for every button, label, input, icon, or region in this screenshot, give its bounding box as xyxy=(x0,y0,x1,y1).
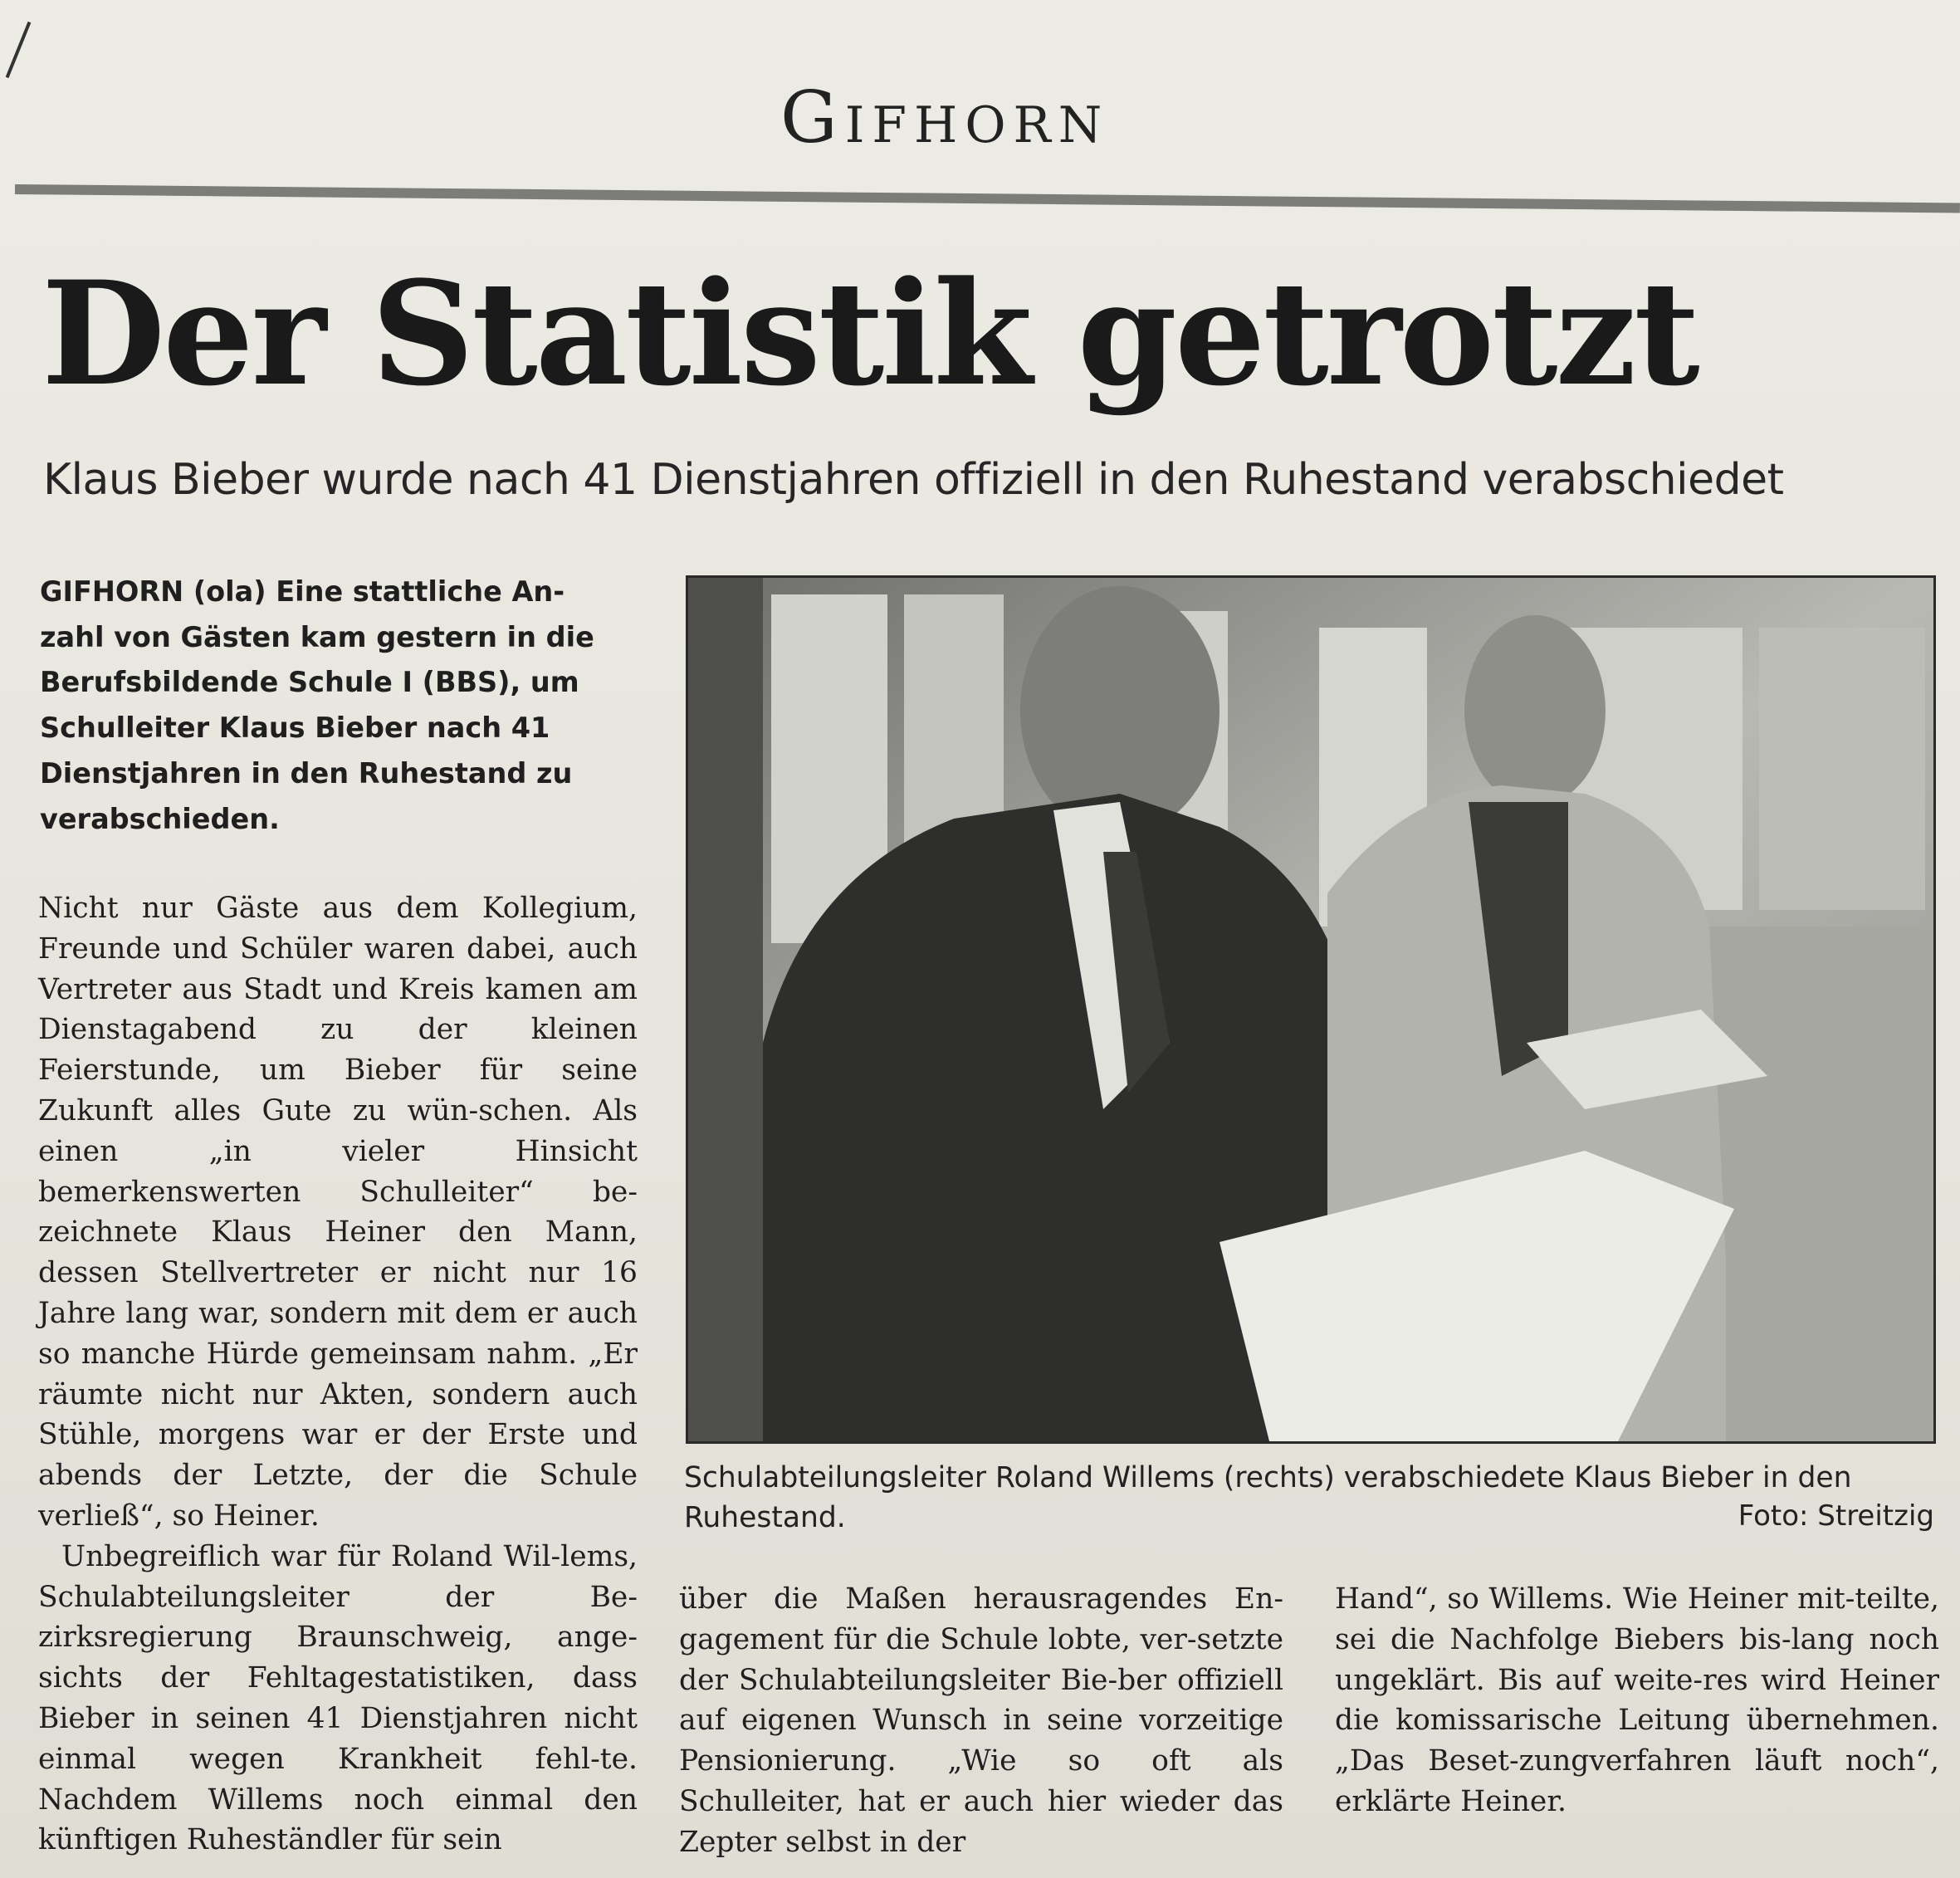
section-rule xyxy=(15,184,1960,213)
photo-illustration xyxy=(688,578,1933,1441)
photo-credit: Foto: Streitzig xyxy=(1738,1499,1934,1533)
body-paragraph-1: Nicht nur Gäste aus dem Kollegium, Freunde und Schüler waren dabei, auch Vertreter aus Stadt und Kreis kamen am Dienstagabend zu der kleinen Feierstunde, um Bieber für seine Zukunft alles Gute zu wün-schen. Als einen „in vieler Hinsicht bemerkenswerten Schulleiter“ be-zeichnete Klaus Heiner den Mann, dessen Stellvertreter er nicht nur 16 Jahre lang war, sondern mit dem er auch so manche Hürde gemeinsam nahm. „Er räumte nicht nur Akten, sondern auch Stühle, morgens war er der Erste und abends der Letzte, der die Schule verließ“, so Heiner. xyxy=(38,892,638,1533)
section-title: Gifhorn xyxy=(780,76,1110,159)
headline: Der Statistik getrotzt xyxy=(42,249,1698,418)
pen-mark xyxy=(6,22,32,78)
article-column-1 xyxy=(38,888,638,1861)
article-column-2 xyxy=(679,1579,1283,1863)
body-paragraph-3: über die Maßen herausragendes En-gagement für die Schule lobte, ver-setzte der Schulabteilungsleiter Bie-ber offiziell auf eigenen Wunsch in seine vorzeitige Pensionierung. „Wie so oft als Schulleiter, hat er auch hier wieder das Zepter selbst in der xyxy=(679,1582,1283,1859)
article-column-3 xyxy=(1335,1579,1939,1822)
body-paragraph-4: Hand“, so Willems. Wie Heiner mit-teilte, sei die Nachfolge Biebers bis-lang noch ungeklärt. Bis auf weite-res wird Heiner die komissarische Leitung übernehmen. „Das Beset-zungverfahren läuft noch“, erklärte Heiner. xyxy=(1335,1582,1939,1818)
article-photo xyxy=(686,575,1936,1444)
lead-paragraph: GIFHORN (ola) Eine stattliche An-zahl von Gästen kam gestern in die Berufsbildende Schule I (BBS), um Schulleiter Klaus Bieber nach 41 Dienstjahren in den Ruhestand zu verabschieden. xyxy=(40,575,594,835)
photo-caption: Schulabteilungsleiter Roland Willems (rechts) verabschiedete Klaus Bieber in den Ruhestand. xyxy=(684,1461,1852,1534)
subheadline: Klaus Bieber wurde nach 41 Dienstjahren offiziell in den Ruhestand verabschiedet xyxy=(43,455,1784,505)
body-paragraph-2: Unbegreiflich war für Roland Wil-lems, Schulabteilungsleiter der Be-zirksregierung Braunschweig, ange-sichts der Fehltagestatistiken, dass Bieber in seinen 41 Dienstjahren nicht einmal wegen Krankheit fehl-te. Nachdem Willems noch einmal den künftigen Ruheständler für sein xyxy=(38,1539,638,1857)
